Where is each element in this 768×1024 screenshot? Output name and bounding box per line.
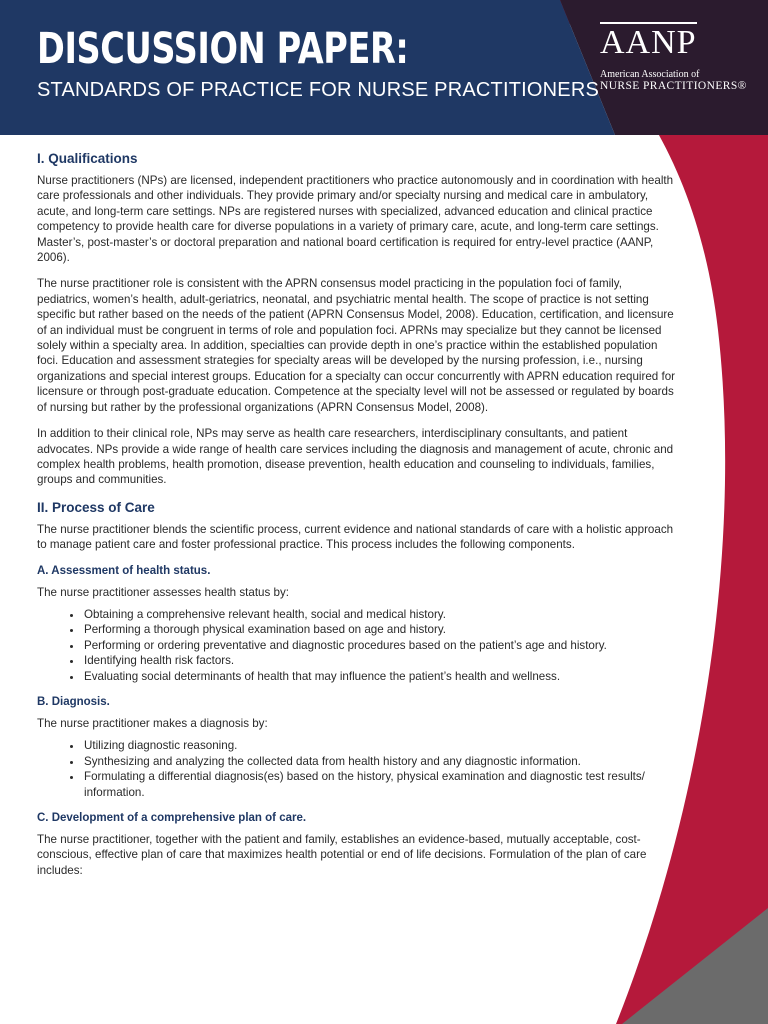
paragraph: The nurse practitioner assesses health status by: — [37, 585, 289, 599]
aanp-logo-org-line1: American Association of — [600, 69, 700, 80]
paragraph: Nurse practitioners (NPs) are licensed, independent practitioners who practice autonomously and in coordination with health care professionals and other individuals. They provide primary and/or specialty nursing and medical care in ambulatory, acute, and long-term care settings. NPs are registered nurses with specialized, advanced education and clinical practice competency to provide health care for diverse populations in a variety of primary care, acute, and long-term care settings. Master’s, post-master’s or doctoral preparation and national board certification is required for entry-level practice (AANP, 2006). — [37, 174, 674, 265]
document-body — [37, 150, 677, 889]
paragraph: The nurse practitioner blends the scientific process, current evidence and national standards of care with a holistic approach to manage patient care and foster professional practice. This process includes the following components. — [37, 522, 674, 552]
assessment-list — [37, 607, 677, 684]
list-item: • Performing a thorough physical examination based on age and history. — [82, 622, 677, 637]
aanp-logo-mark: AANP — [600, 24, 697, 61]
subsection-heading-diagnosis: B. Diagnosis. — [37, 695, 110, 708]
paragraph: The nurse practitioner makes a diagnosis by: — [37, 716, 268, 730]
list-item: • Utilizing diagnostic reasoning. — [82, 738, 677, 753]
section-heading-process-of-care: II. Process of Care — [37, 499, 155, 515]
diagnosis-list — [37, 738, 677, 800]
list-item: • Evaluating social determinants of health that may influence the patient’s health and wellness. — [82, 669, 677, 684]
page-subtitle: STANDARDS OF PRACTICE FOR NURSE PRACTITIONERS — [37, 79, 600, 101]
list-item: • Obtaining a comprehensive relevant health, social and medical history. — [82, 607, 677, 622]
aanp-logo-org-line2: NURSE PRACTITIONERS® — [600, 80, 747, 92]
subsection-heading-plan-of-care: C. Development of a comprehensive plan of care. — [37, 812, 307, 824]
list-item: • Identifying health risk factors. — [82, 653, 677, 668]
paragraph: The nurse practitioner, together with the patient and family, establishes an evidence-based, mutually acceptable, cost-conscious, effective plan of care that maximizes health potential or end of life decisions. Formulation of the plan of care includes: — [37, 833, 647, 877]
page-title: DISCUSSION PAPER: — [37, 24, 409, 74]
section-heading-qualifications: I. Qualifications — [37, 151, 138, 166]
aanp-logo — [600, 22, 760, 93]
list-item: • Performing or ordering preventative and diagnostic procedures based on the patient’s age and history. — [82, 638, 677, 653]
list-item: • Synthesizing and analyzing the collected data from health history and any diagnostic information. — [82, 754, 677, 769]
list-item: • Formulating a differential diagnosis(es) based on the history, physical examination and diagnostic test results/ information. — [82, 769, 677, 800]
subsection-heading-assessment: A. Assessment of health status. — [37, 564, 211, 577]
paragraph: The nurse practitioner role is consistent with the APRN consensus model practicing in the population foci of family, pediatrics, women’s health, adult-geriatrics, neonatal, and psychiatric mental health. The scope of practice is not setting specific but rather based on the needs of the patient (APRN Consensus Model, 2008). Education, certification, and licensure of an individual must be congruent in terms of role and population foci. APRNs may specialize but they cannot be licensed solely within a specialty area. In addition, specialties can provide depth in one’s practice within the established population foci. Education and assessment strategies for specialty areas will be developed by the nursing profession, i.e., nursing organizations and special interest groups. Education for a specialty can occur concurrently with APRN education required for licensure or through post-graduate education. Competence at the specialty level will not be assessed or regulated by boards of nursing but rather by the professional organizations (APRN Consensus Model, 2008). — [37, 277, 676, 414]
paragraph: In addition to their clinical role, NPs may serve as health care researchers, interdisciplinary consultants, and patient advocates. NPs provide a wide range of health care services including the diagnosis and management of acute, chronic and complex health problems, health promotion, disease prevention, health education and counseling to individuals, families, groups and communities. — [37, 427, 674, 487]
